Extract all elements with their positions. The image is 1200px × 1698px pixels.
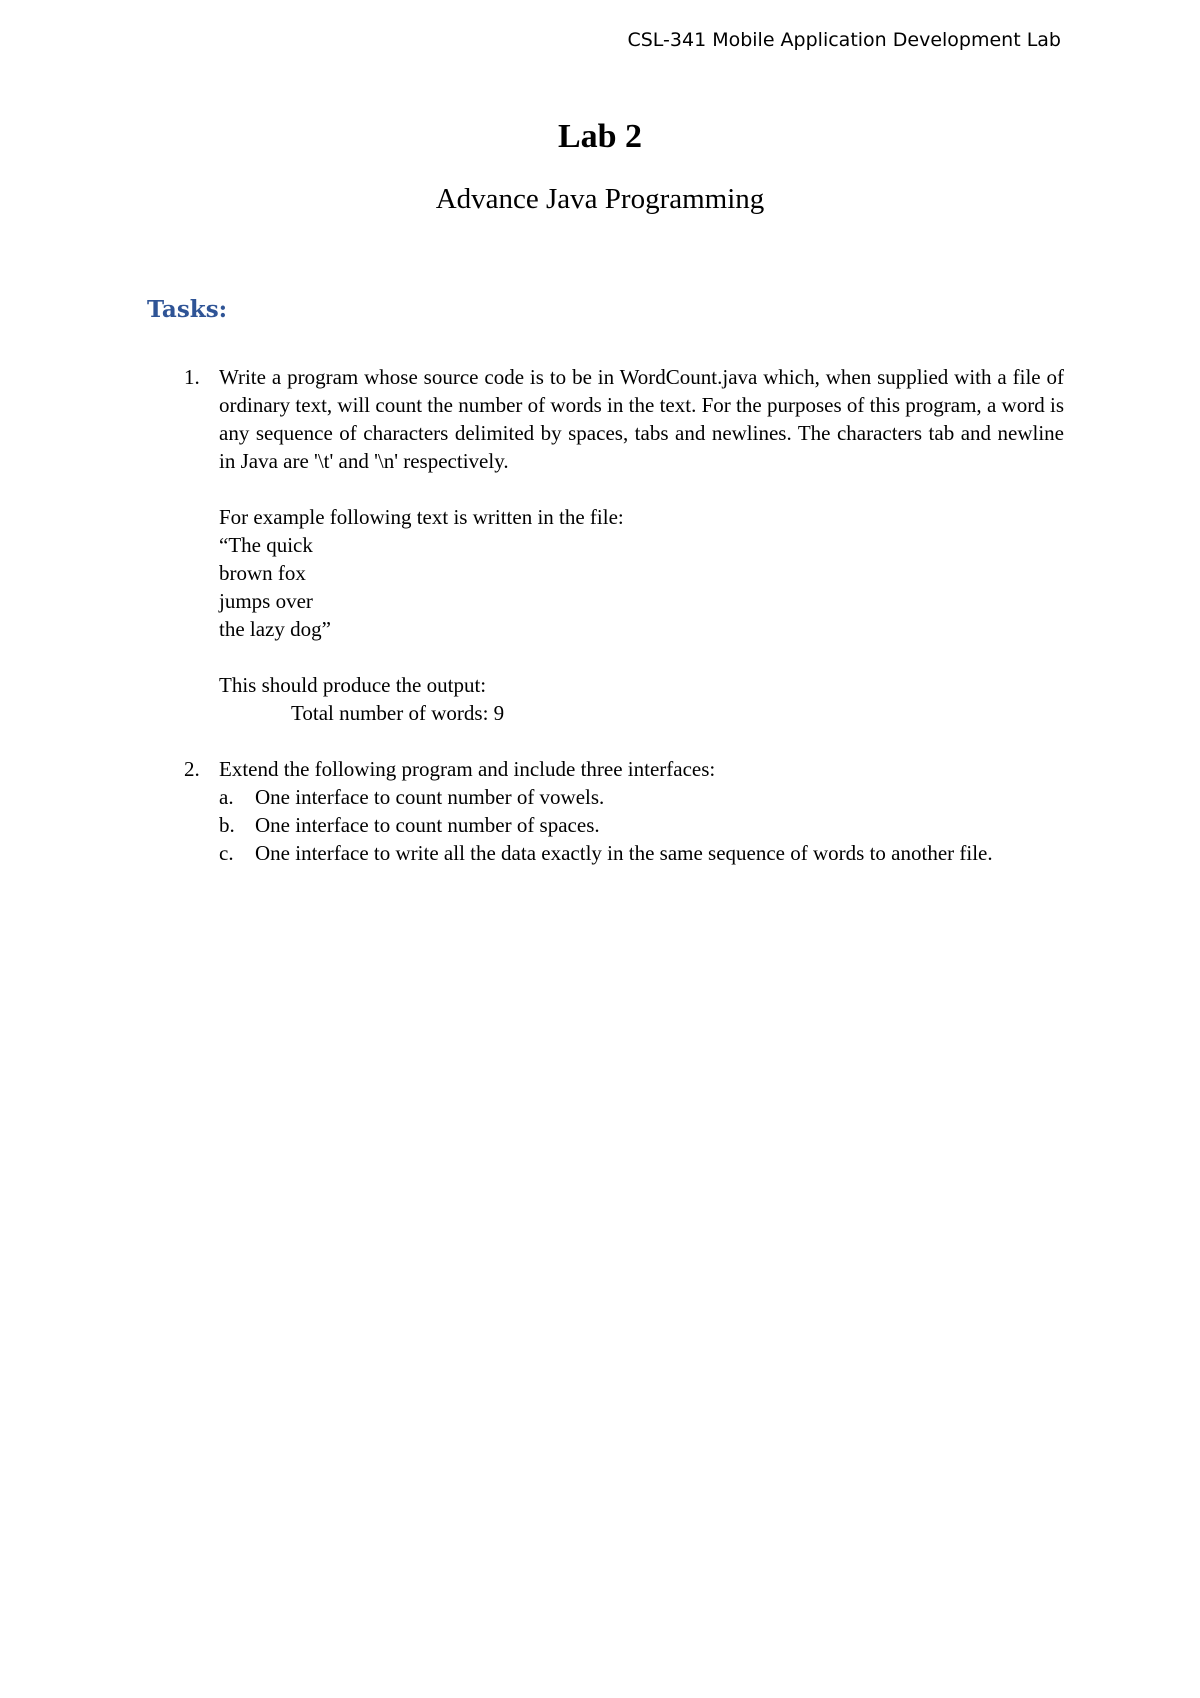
subtask-letter: b. <box>219 813 235 837</box>
subtask-letter: c. <box>219 841 234 865</box>
example-line: the lazy dog” <box>219 617 331 641</box>
task-item-2 <box>184 755 1064 867</box>
example-line: brown fox <box>219 561 306 585</box>
section-heading-tasks: Tasks: <box>147 296 228 323</box>
subtask-text: One interface to count number of vowels. <box>255 785 605 809</box>
task-list <box>184 363 1064 867</box>
task-paragraph: Extend the following program and include three interfaces: <box>219 757 716 781</box>
task-item-1 <box>184 363 1064 727</box>
example-line: jumps over <box>219 589 313 613</box>
subtask-item-a <box>219 783 1064 811</box>
output-intro: This should produce the output: <box>219 673 487 697</box>
task-number: 2. <box>184 757 200 781</box>
running-header: CSL-341 Mobile Application Development Lab <box>627 29 1061 51</box>
subtask-item-b <box>219 811 1064 839</box>
example-intro: For example following text is written in the file: <box>219 505 624 529</box>
example-line: “The quick <box>219 533 313 557</box>
task-number: 1. <box>184 365 200 389</box>
output-value: Total number of words: 9 <box>291 701 505 725</box>
page-subtitle: Advance Java Programming <box>435 183 765 215</box>
subtask-item-c <box>219 839 1064 867</box>
task-paragraph: Write a program whose source code is to be in WordCount.java which, when supplied with a file of ordinary text, will count the number of words in the text. For the purposes of this program, a word is any sequence of characters delimited by spaces, tabs and newlines. The characters tab and newline in Java are '\t' and '\n' respectively. <box>219 365 1064 473</box>
page-title: Lab 2 <box>557 118 643 155</box>
subtask-letter: a. <box>219 785 234 809</box>
subtask-text: One interface to write all the data exactly in the same sequence of words to another file. <box>255 841 993 865</box>
subtask-text: One interface to count number of spaces. <box>255 813 600 837</box>
